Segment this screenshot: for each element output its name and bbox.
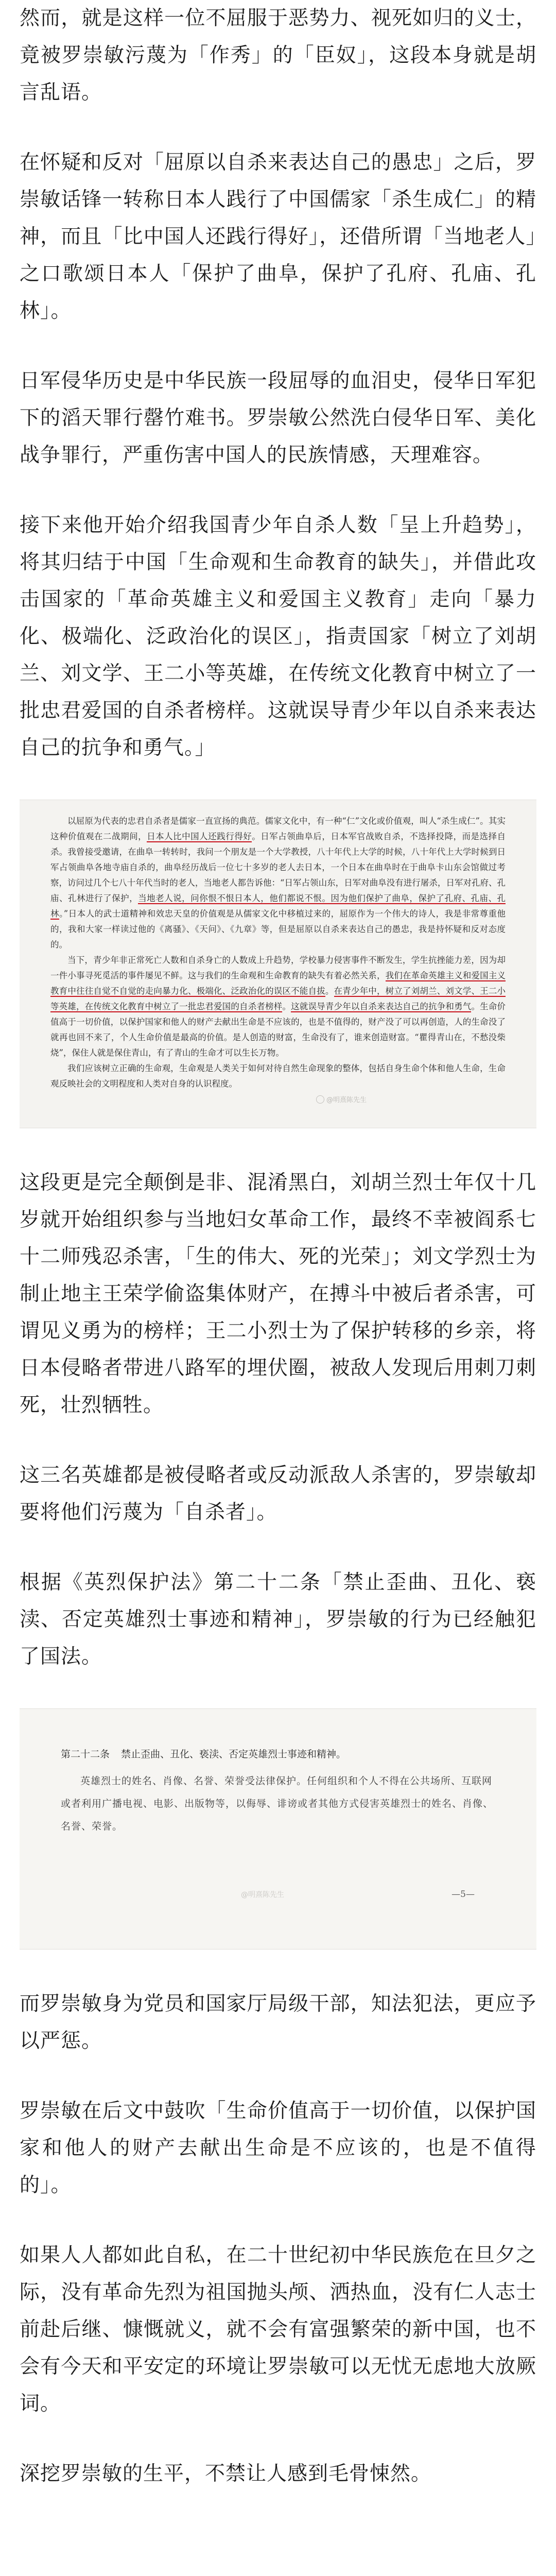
underlined-text: 我们在革命英雄主义和爱国主义教育中往往自觉不自觉的走向暴力化、极端化、泛政治化的误区不能自拔 — [50, 971, 506, 996]
law-article-title: 禁止歪曲、丑化、亵渎、否定英雄烈士事迹和精神。 — [121, 1749, 346, 1760]
body-paragraph: 这三名英雄都是被侵略者或反动派敌人杀害的，罗崇敏却要将他们污蔑为「自杀者」。 — [20, 1464, 536, 1524]
scanned-text: 。日军占领曲阜后，日本军官战败自杀，不选择投降，而是选择自杀。我曾接受邀请，在曲阜一转转时，我问一个朋友是一个大学教授，八十年代上大学的时候，八十年代上大学时候到日军占领曲阜各地寺庙自杀的，曲阜经历战后一位七十多岁的老人去日本，一个日本在曲阜时在于曲阜卡山东会馆做过考察，访问过几个七八十年代当时的老人，当地老人都告诉他：“日军占领山东，日军对曲阜没有进行屠杀，日军对孔府、孔庙、孔林进行了保护， — [50, 832, 506, 903]
body-paragraph: 罗崇敏在后文中鼓吹「生命价值高于一切价值，以保护国家和他人的财产去献出生命是不应该的，也是不值得的」。 — [20, 2099, 536, 2197]
scanned-paragraph — [50, 814, 506, 953]
body-paragraph: 这段更是完全颠倒是非、混淆黑白，刘胡兰烈士年仅十几岁就开始组织参与当地妇女革命工作，最终不幸被阎系七十二师残忍杀害，「生的伟大、死的光荣」；刘文学烈士为制止地主王荣学偷盗集体财产，在搏斗中被后者杀害，可谓见义勇为的榜样；王二小烈士为了保护转移的乡亲，将日本侵略者带进八路军的埋伏圈，被敌人发现后用刺刀刺死，壮烈牺牲。 — [20, 1171, 536, 1417]
law-article-body: 英雄烈士的姓名、肖像、名誉、荣誉受法律保护。任何组织和个人不得在公共场所、互联网或者利用广播电视、电影、出版物等，以侮辱、诽谤或者其他方式侵害英雄烈士的姓名、肖像、名誉、荣誉。 — [61, 1775, 494, 1832]
body-paragraph: 深挖罗崇敏的生平，不禁让人感到毛骨悚然。 — [20, 2462, 432, 2485]
law-article-number: 第二十二条 — [61, 1749, 110, 1760]
weibo-icon — [316, 1095, 324, 1104]
scanned-text: 当下，青少年非正常死亡人数和自杀身亡的人数成上升趋势，学校暴力侵害事件不断发生，学生抗挫能力差，因为却一件小事寻死觅活的事件屡见不鲜。这与我们的生命观和生命教育的缺失有着必然关系， — [50, 955, 506, 980]
scanned-paragraph — [50, 953, 506, 1061]
watermark: @明熹陈先生 — [316, 1094, 367, 1104]
scanned-text: 。 — [282, 1002, 291, 1011]
watermark: @明熹陈先生 — [241, 1891, 284, 1899]
body-paragraph: 日军侵华历史是中华民族一段屈辱的血泪史，侵华日军犯下的滔天罪行罄竹难书。罗崇敏公然洗白侵华日军、美化战争罪行，严重伤害中国人的民族情感，天理难容。 — [20, 369, 536, 467]
law-article-heading — [61, 1745, 495, 1764]
scanned-text: 以屈原为代表的忠君自杀者是儒家一直宣扬的典范。儒家文化中，有一种“仁”文化或价值观，叫人“杀生成仁”。其实这种价值观在二战期间， — [50, 816, 506, 841]
scanned-excerpt-text — [50, 814, 506, 1092]
body-paragraph: 然而，就是这样一位不屈服于恶势力、视死如归的义士，竟被罗崇敏污蔑为「作秀」的「臣奴」，这段本身就是胡言乱语。 — [20, 7, 536, 104]
scanned-excerpt-image — [20, 800, 536, 1128]
underlined-text: 这就误导青少年以自杀来表达自己的抗争和勇气 — [291, 1002, 472, 1011]
scanned-paragraph — [50, 1061, 506, 1092]
body-paragraph: 在怀疑和反对「屈原以自杀来表达自己的愚忠」之后，罗崇敏话锋一转称日本人践行了中国儒家「杀生成仁」的精神，而且「比中国人还践行得好」，还借所谓「当地老人」之口歌颂日本人「保护了曲阜，保护了孔府、孔庙、孔林」。 — [20, 151, 536, 323]
scanned-text: 。生命价值高于一切价值，以保护国家和他人的财产去献出生命是不应该的，也是不值得的，财产没了可以再创造，人的生命没了就再也回不来了，个人生命价值是最高的价值。是人创造的财富，生命没有了，谁来创造财富。“瞿得青山在，不愁没柴烧”，保住人就是保住青山，有了青山的生命才可以生长万物。 — [50, 1002, 506, 1058]
body-paragraph: 而罗崇敏身为党员和国家厅局级干部，知法犯法，更应予以严惩。 — [20, 1992, 536, 2053]
underlined-text: 当地老人说，问你恨不恨日本人，他们都说不恨。因为他们保护了曲阜，保护了孔府、孔庙、孔林 — [50, 893, 506, 919]
law-article-image — [20, 1708, 536, 1950]
underlined-text: 日本人比中国人还践行得好 — [147, 832, 252, 841]
body-paragraph: 如果人人都如此自私，在二十世纪初中华民族危在旦夕之际，没有革命先烈为祖国抛头颅、洒热血，没有仁人志士前赴后继、慷慨就义，就不会有富强繁荣的新中国，也不会有今天和平安定的环境让罗崇敏可以无忧无虑地大放厥词。 — [20, 2244, 536, 2415]
body-paragraph: 接下来他开始介绍我国青少年自杀人数「呈上升趋势」，将其归结于中国「生命观和生命教育的缺失」，并借此攻击国家的「革命英雄主义和爱国主义教育」走向「暴力化、极端化、泛政治化的误区」，指责国家「树立了刘胡兰、刘文学、王二小等英雄，在传统文化教育中树立了一批忠君爱国的自杀者榜样。这就误导青少年以自杀来表达自己的抗争和勇气。」 — [20, 514, 536, 759]
scanned-text: 。”日本人的武士道精神和效忠天皇的价值观是从儒家文化中移植过来的，屈原作为一个伟大的诗人，我是非常尊重他的，我和大家一样读过他的《离骚》、《天问》、《九章》等，但是屈原以自杀来表达自己的愚忠，我是持怀疑和反对态度的。 — [50, 909, 506, 950]
scanned-text: 我们应该树立正确的生命观，生命观是人类关于如何对待自然生命现象的整体，包括自身生命个体和他人生命，生命观反映社会的文明程度和人类对自身的认识程度。 — [50, 1063, 506, 1089]
body-paragraph: 根据《英烈保护法》第二十二条「禁止歪曲、丑化、亵渎、否定英雄烈士事迹和精神」，罗崇敏的行为已经触犯了国法。 — [20, 1571, 536, 1668]
underlined-text: 在青少年中，树立了刘胡兰、刘文学、王二小等英雄，在传统文化教育中树立了一批忠君爱国的自杀者榜样 — [50, 986, 506, 1011]
page-number: —5— — [451, 1889, 475, 1900]
scanned-text: 。 — [325, 986, 334, 996]
